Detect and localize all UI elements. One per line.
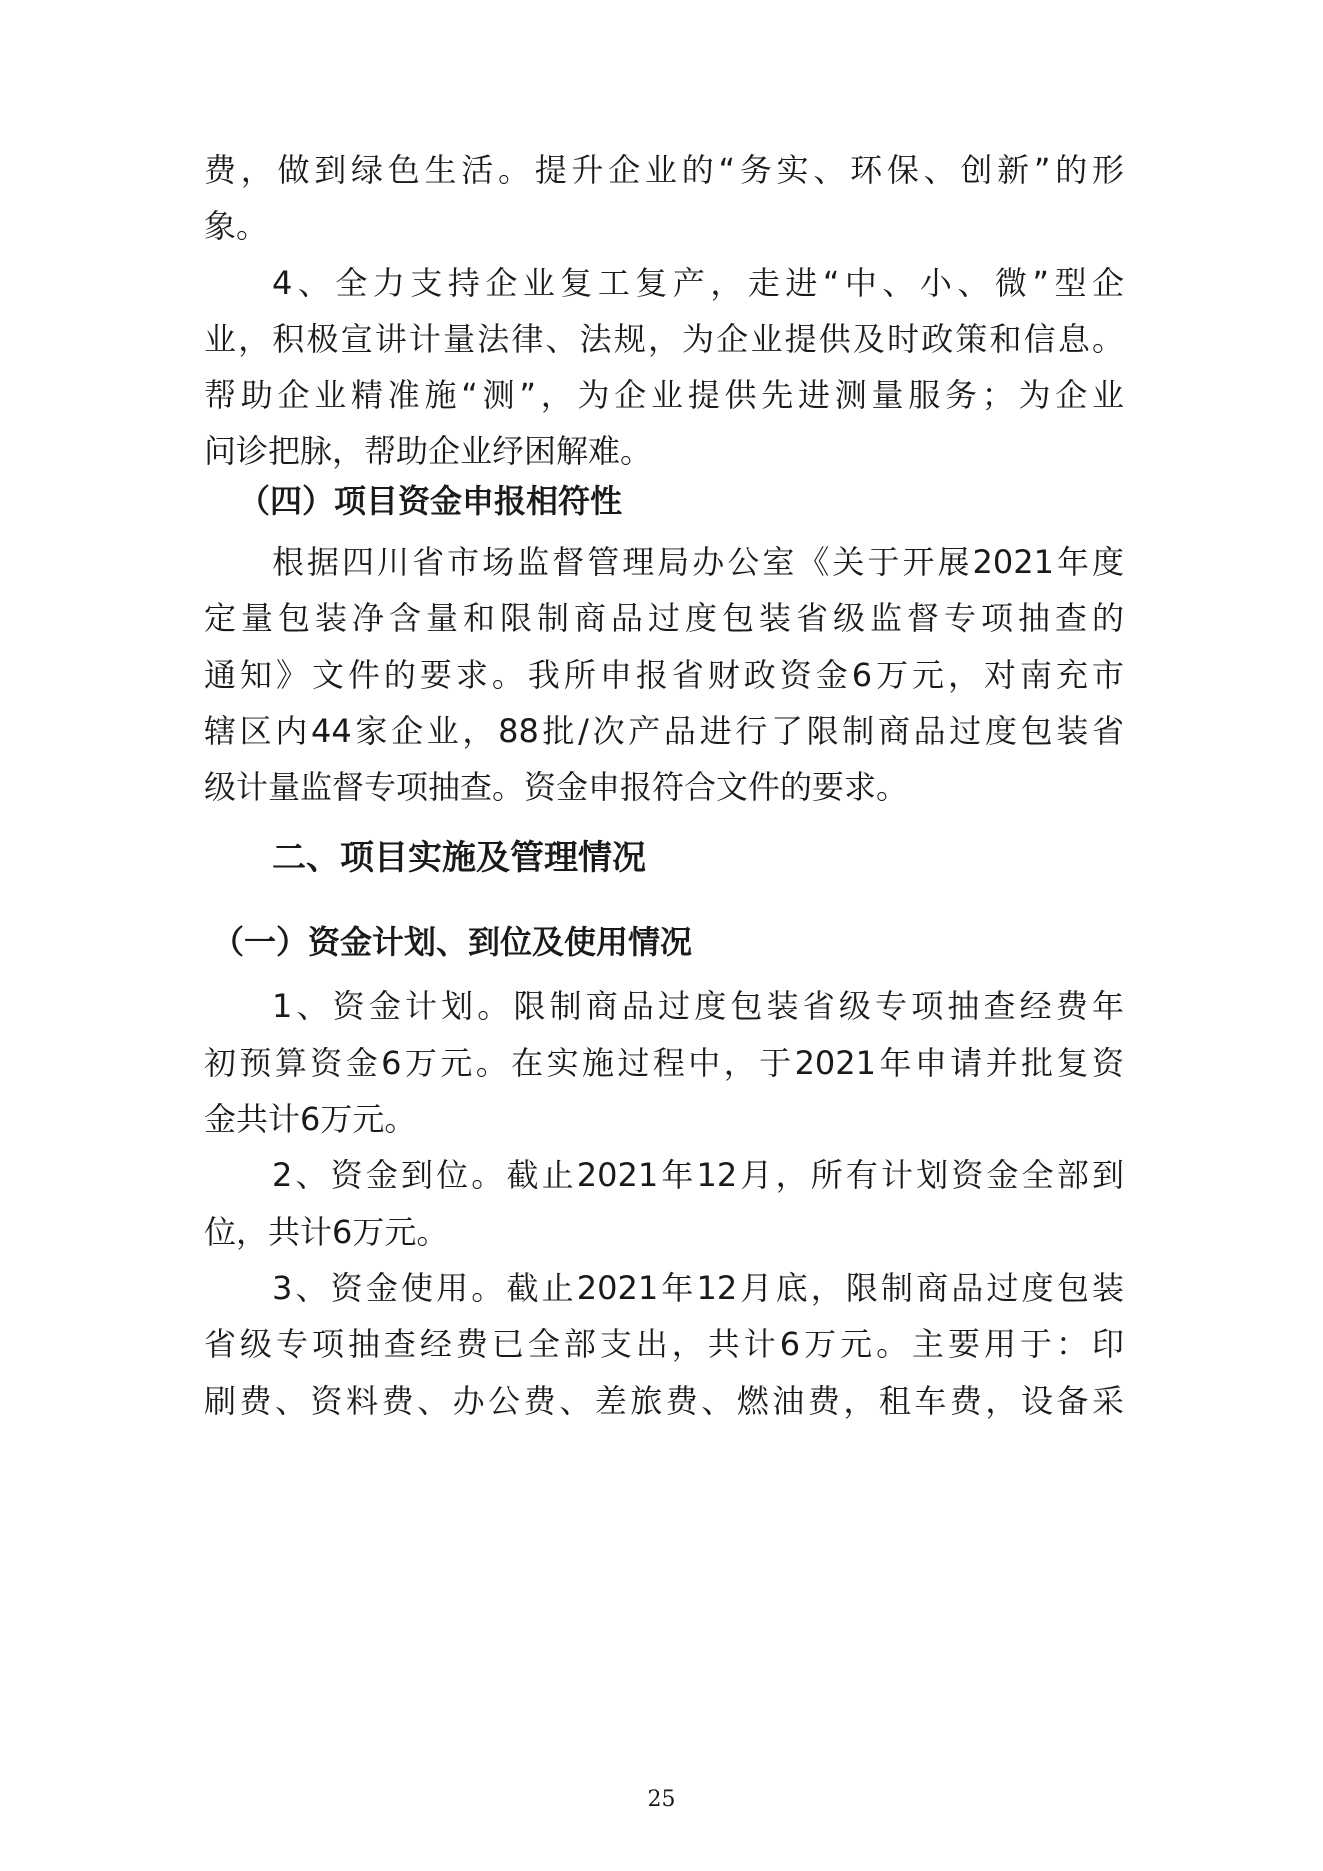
body-text-line: 位，共计6万元。	[204, 1213, 449, 1251]
body-text-line: 费，做到绿色生活。提升企业的“务实、环保、创新”的形	[204, 151, 1124, 189]
body-text-line: 1、资金计划。限制商品过度包装省级专项抽查经费年	[272, 987, 1124, 1025]
page-number: 25	[647, 1787, 676, 1812]
body-text-line: 象。	[204, 207, 269, 245]
body-text-line: 初预算资金6万元。在实施过程中，于2021年申请并批复资	[204, 1044, 1124, 1082]
body-text-line: 问诊把脉，帮助企业纾困解难。	[204, 432, 653, 470]
body-text-line: 级计量监督专项抽查。资金申报符合文件的要求。	[204, 768, 909, 806]
body-text-line: 3、资金使用。截止2021年12月底，限制商品过度包装	[272, 1269, 1124, 1307]
body-text-line: 帮助企业精准施“测”，为企业提供先进测量服务；为企业	[204, 376, 1124, 414]
section-heading: （一）资金计划、到位及使用情况	[212, 923, 693, 961]
body-text-line: 辖区内44家企业，88批/次产品进行了限制商品过度包装省	[204, 712, 1124, 750]
body-text-line: 2、资金到位。截止2021年12月，所有计划资金全部到	[272, 1156, 1124, 1194]
body-text-line: 定量包装净含量和限制商品过度包装省级监督专项抽查的	[204, 599, 1124, 637]
body-text-line: 4、全力支持企业复工复产，走进“中、小、微”型企	[272, 264, 1124, 302]
section-heading: （四）项目资金申报相符性	[238, 482, 623, 520]
chapter-heading: 二、项目实施及管理情况	[272, 838, 646, 878]
body-text-line: 业，积极宣讲计量法律、法规，为企业提供及时政策和信息。	[204, 320, 1124, 358]
body-text-line: 刷费、资料费、办公费、差旅费、燃油费，租车费，设备采	[204, 1382, 1124, 1420]
body-text-line: 通知》文件的要求。我所申报省财政资金6万元，对南充市	[204, 656, 1124, 694]
body-text-line: 省级专项抽查经费已全部支出，共计6万元。主要用于：印	[204, 1325, 1124, 1363]
body-text-line: 金共计6万元。	[204, 1100, 417, 1138]
body-text-line: 根据四川省市场监督管理局办公室《关于开展2021年度	[272, 543, 1124, 581]
